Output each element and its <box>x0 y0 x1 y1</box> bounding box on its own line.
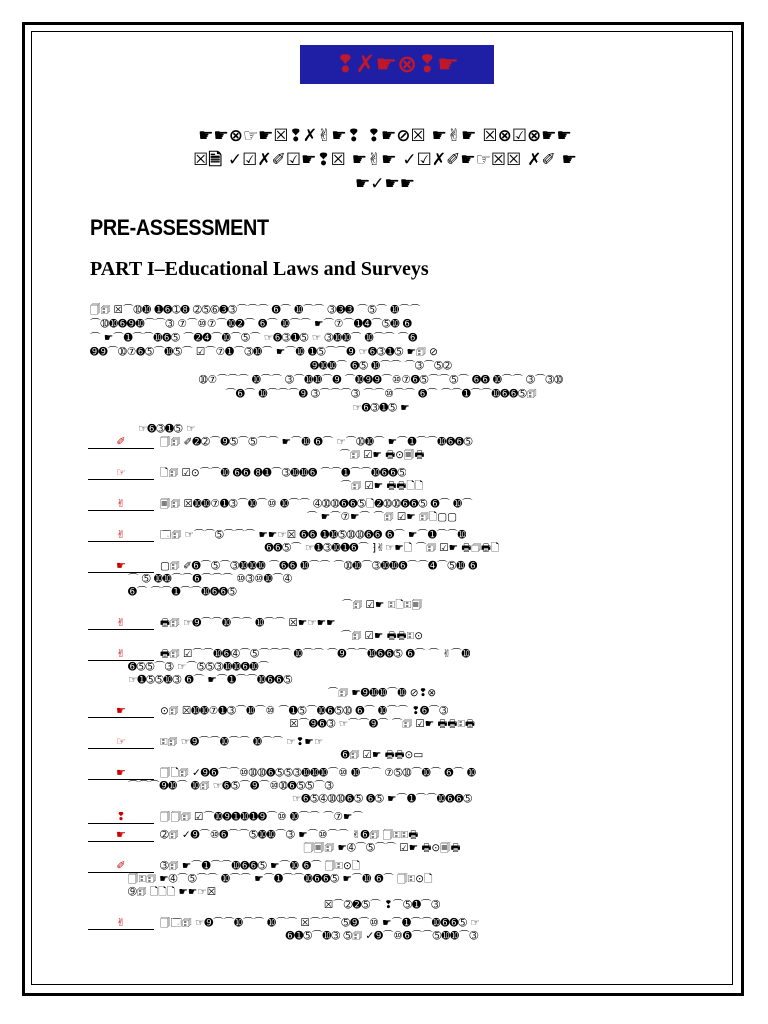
question-text: 🗔🗊 ☞⌒⌒➄⌒⌒⌒ ☛☛☞☒ ➏➏ ➊➓➄➉➉➏➏ ➏⌒ ☛⌒➊⌒⌒➓ <box>160 529 467 541</box>
answer-blank[interactable]: ☞ <box>88 466 154 480</box>
question-continuation: ⌒🗊 ☛➒➓➓⌒➓ ⊘❢⊗ <box>327 687 437 699</box>
question-row <box>88 810 676 824</box>
answer-blank[interactable]: ☞ <box>88 735 154 749</box>
paragraph-line: ⌒➉➓➏➒➓⌒⌒➂ ⑦⌒⑩⑦⌒➓➋⌒ ➏⌒ ➓⌒⌒ ☛⌒⑦⌒➊➍⌒➄➓ ➏ <box>90 318 412 330</box>
document-title <box>85 124 685 196</box>
question-item <box>88 435 676 462</box>
question-continuation: ⌒🗊 ☑☛ 🖶⊙🗐🖶 <box>339 449 425 461</box>
paragraph-line: ➒➓➓⌒ ➏➄ ➓⌒⌒ ⌒➂⌒➄➁ <box>310 360 452 372</box>
paragraph-line: ➒➒⌒➉⑦➏➄⌒➓➄⌒ ☑⌒⑦➊⌒➂➓⌒ ☛⌒➓ ➊➄⌒⌒➒ ☞➏➂➊➄ ☛🗊 ⊘ <box>90 346 438 358</box>
question-text: 🗍🗋🗊 ✓➒➏⌒⌒⑩➉➉➏➄➄➂➓➓➓⌒⑩ ➓⌒⌒ ⑦➄➉⌒➓⌒ ➏⌒ ➓ <box>160 767 476 779</box>
title-line: ☛☛⊗☞☛☒❢✗✌☛❢ ❢☛⊘☒ ☛✌☛ ☒⊗☑⊗☛☛ <box>198 126 572 146</box>
question-item <box>88 828 676 855</box>
question-row <box>88 735 676 749</box>
answer-blank[interactable]: ✐ <box>88 859 154 873</box>
answer-blank[interactable]: ☛ <box>88 828 154 842</box>
question-continuation: ☞➊➄➄➓➂ ➏⌒ ☛⌒➊⌒⌒➓➏➏➄ <box>128 674 293 686</box>
example-label: ☞➏➂➊➄ ☞ <box>138 423 196 435</box>
question-continuation: ➏➏➄⌒ ☞➊➂➓➊➏⌒ ⁆✌☞☛🗋 ⌒🗊 ☑☛ 🖶🗇🖶🗋 <box>264 542 500 554</box>
question-text: 🖶🗊 ☞➒⌒⌒➓⌒⌒ ➓⌒⌒ ☒☛☞☛☛ <box>160 617 336 629</box>
question-row <box>88 559 676 573</box>
question-text: 🗋🗊 ☑⊙⌒⌒➓ ➏➏ ➑➊⌒➂➓➓➏ ⌒⌒➊⌒⌒➓➏➏➄ <box>160 467 407 479</box>
answer-blank[interactable]: ❢ <box>88 810 154 824</box>
question-continuation: ⌒⌒⌒➒➓⌒ ➓🗊 ☞➏➄⌒➒⌒⑩➉➏➄➄⌒➂ <box>128 780 334 792</box>
question-continuation: ⌒ ➄ ➓➓⌒⌒➏⌒⌒⌒ ⑩➂⑩➓⌒➃ <box>128 573 292 585</box>
question-item <box>88 766 676 806</box>
question-row <box>88 466 676 480</box>
question-continuation: ⌒🗊 ☑☛ 🗉🗋🗉🗐 <box>341 599 422 611</box>
question-continuation: ➏➄➄⌒➂ ☞⌒➄➄➂➓➓➏➓⌒ <box>128 661 270 673</box>
answer-blank[interactable]: ✐ <box>88 435 154 449</box>
part-heading: PART I–Educational Laws and Surveys <box>90 258 429 280</box>
question-continuation: ➏⌒ ⌒⌒➊⌒⌒➓➏➏➄ <box>128 586 237 598</box>
question-continuation: ➏➊➄⌒➓➂ ➄🗊 ✓➒⌒⑩➏⌒⌒➄➓➓⌒➂ <box>285 930 479 942</box>
paragraph-line: ☞➏➂➊➄ ☛ <box>352 402 410 414</box>
question-row <box>88 528 676 542</box>
question-row <box>88 916 676 930</box>
question-text: 🗉🗊 ☞➒⌒⌒➓⌒⌒ ➓⌒⌒ ☞❢☛☞ <box>160 736 324 748</box>
question-continuation: ➈🗊 🗋🗋🗋 ☛☛☞☒ <box>128 886 217 898</box>
question-continuation: ⌒🗊 ☑☛ 🖶🖶🗉⊙ <box>340 630 424 642</box>
question-item <box>88 466 676 493</box>
question-continuation: ⌒ ☛⌒⑦☛⌒ ⌒🗊 ☑☛ 🗊🗋▢▢ <box>306 511 458 523</box>
header-banner: ❢✗☛⊗❢☛ <box>300 45 494 84</box>
question-item <box>88 497 676 524</box>
question-row <box>88 616 676 630</box>
question-item <box>88 916 676 943</box>
question-continuation: 🗍🗉🗊 ☛➃⌒➄⌒⌒ ➓⌒⌒ ☛⌒➊⌒⌒➓➏➏➄ ☛⌒➓ ➏⌒ 🗍🗉⊙🗋 <box>128 873 433 885</box>
answer-blank[interactable]: ✌ <box>88 616 154 630</box>
question-row <box>88 766 676 780</box>
question-item <box>88 616 676 643</box>
question-item <box>88 810 676 824</box>
paragraph-line: 🗍🗊 ☒⌒➉➓ ➊➏➀➑ ➁➄➅➌➂⌒⌒⌒ ➏⌒ ➓⌒⌒ ➂➌➌ ⌒➄⌒ ➓⌒⌒ <box>90 304 421 316</box>
answer-blank[interactable]: ☛ <box>88 766 154 780</box>
title-line: ☒🗎 ✓☑✗✐☑☛❢☒ ☛✌☛ ✓☑✗✐☛☞☒☒ ✗✐ ☛ <box>193 150 577 170</box>
instructions-paragraph <box>90 303 672 415</box>
question-item <box>88 859 676 912</box>
question-text: 🖶🗊 ☑⌒⌒➓➏➃⌒➄⌒⌒⌒ ➓⌒⌒ ⌒➒⌒⌒➓➏➏➄ ➏⌒ ⌒ ✌⌒➓ <box>160 648 471 660</box>
question-text: 🗍🗊 ✐➋➁⌒➒➄⌒➄⌒⌒ ☛⌒➓ ➏⌒ ☞⌒➉➓⌒ ☛⌒➊⌒⌒➓➏➏➄ <box>160 436 473 448</box>
paragraph-line: ⌒ ☛⌒➊⌒⌒➓➏➄ ⌒➋➍⌒➓⌒➄⌒ ☞➏➂➊➄ ☞ ➂➓➓⌒ ➓⌒⌒ ⌒➏ <box>90 332 418 344</box>
answer-blank[interactable]: ☛ <box>88 559 154 573</box>
question-text: ➂🗊 ☛⌒➊⌒⌒➓➏➏➄ ☛⌒➓ ➏⌒ 🗍🗉⊙🗋 <box>160 860 361 872</box>
paragraph-line: ➉⑦⌒⌒⌒ ➓⌒⌒ ➂⌒➓➓⌒➒ ⌒➓➒➒⌒⑩⑦➏➄⌒⌒➄⌒ ➏➏ ➓⌒⌒ ➂⌒➂➉ <box>198 374 564 386</box>
question-row <box>88 435 676 449</box>
question-row <box>88 859 676 873</box>
answer-blank[interactable]: ☛ <box>88 704 154 718</box>
question-text: 🗐🗊 ☒➓➓⑦➊➂⌒➓⌒⑩ ➓⌒⌒ ➃➉➉➏➏➄🗋➋➉➉➏➏➄ ➏⌒ ➓⌒ <box>160 498 473 510</box>
question-row <box>88 828 676 842</box>
question-text: ▢🗊 ✐➏⌒➄⌒➂➓➓➓ ⌒➏➏ ➓⌒⌒ ⌒➉➓⌒➂➓➓➏⌒⌒➍⌒➄➓ ➏ <box>160 560 478 572</box>
question-continuation: ☒⌒➒➏➂ ☞⌒⌒➒⌒ ⌒🗊 ☑☛ 🖶🖶🗉🖶 <box>289 718 475 730</box>
answer-blank[interactable]: ✌ <box>88 528 154 542</box>
question-row <box>88 704 676 718</box>
section-heading: PRE-ASSESSMENT <box>90 215 269 240</box>
question-text: ➁🗊 ✓➒⌒⑩➏⌒⌒➄➓➓⌒➂ ☛⌒⑩⌒⌒ ✌➏🗊 🗍🗉🗉🖶 <box>160 829 419 841</box>
question-continuation: ☒⌒➁➋➄⌒ ❢⌒➄➊⌒➂ <box>323 899 441 911</box>
paragraph-line: ⌒➏⌒ ➓⌒⌒⌒➒ ➂⌒⌒⌒➂ ⌒⌒⑩⌒⌒ ➏⌒ ⌒⌒➊⌒⌒➓➏➏➄🗊 <box>225 388 537 400</box>
answer-blank[interactable]: ✌ <box>88 916 154 930</box>
answer-blank[interactable]: ✌ <box>88 497 154 511</box>
question-continuation: 🗍🗐🗊 ☛➃⌒➄⌒⌒ ☑☛ 🖶⊙🗐🖶 <box>303 842 461 854</box>
question-item <box>88 704 676 731</box>
question-list <box>88 435 676 947</box>
answer-blank[interactable]: ✌ <box>88 647 154 661</box>
question-item <box>88 559 676 612</box>
question-row <box>88 497 676 511</box>
question-text: 🗍🗍🗊 ☑⌒➓➒➊➓➊➒⌒⑩ ➓⌒⌒ ⌒⑦☛⌒ <box>160 811 363 823</box>
question-continuation: ⌒🗊 ☑☛ 🖶🖶🗋🗋 <box>340 480 424 492</box>
question-continuation: ➏🗊 ☑☛ 🖶🖶⊙▭ <box>340 749 424 761</box>
question-item <box>88 528 676 555</box>
question-row <box>88 647 676 661</box>
question-item <box>88 735 676 762</box>
question-text: 🗍🗔🗊 ☞➒⌒⌒➓⌒⌒ ➓⌒⌒ ☒⌒⌒⌒➄➒⌒⑩ ☛⌒➊⌒⌒➓➏➏➄ ☞ <box>160 917 480 929</box>
question-text: ⊙🗊 ☒➓➓⑦➊➂⌒➓⌒⑩ ⌒➊➄⌒➓➏➄➉ ➏⌒ ➓⌒⌒ ❢➏⌒➂ <box>160 705 449 717</box>
title-line: ☛✓☛☛ <box>355 174 415 194</box>
question-continuation: ☞➏➄➃➉➉➏➄ ➏➄ ☛⌒➊⌒⌒➓➏➏➄ <box>291 793 473 805</box>
question-item <box>88 647 676 700</box>
